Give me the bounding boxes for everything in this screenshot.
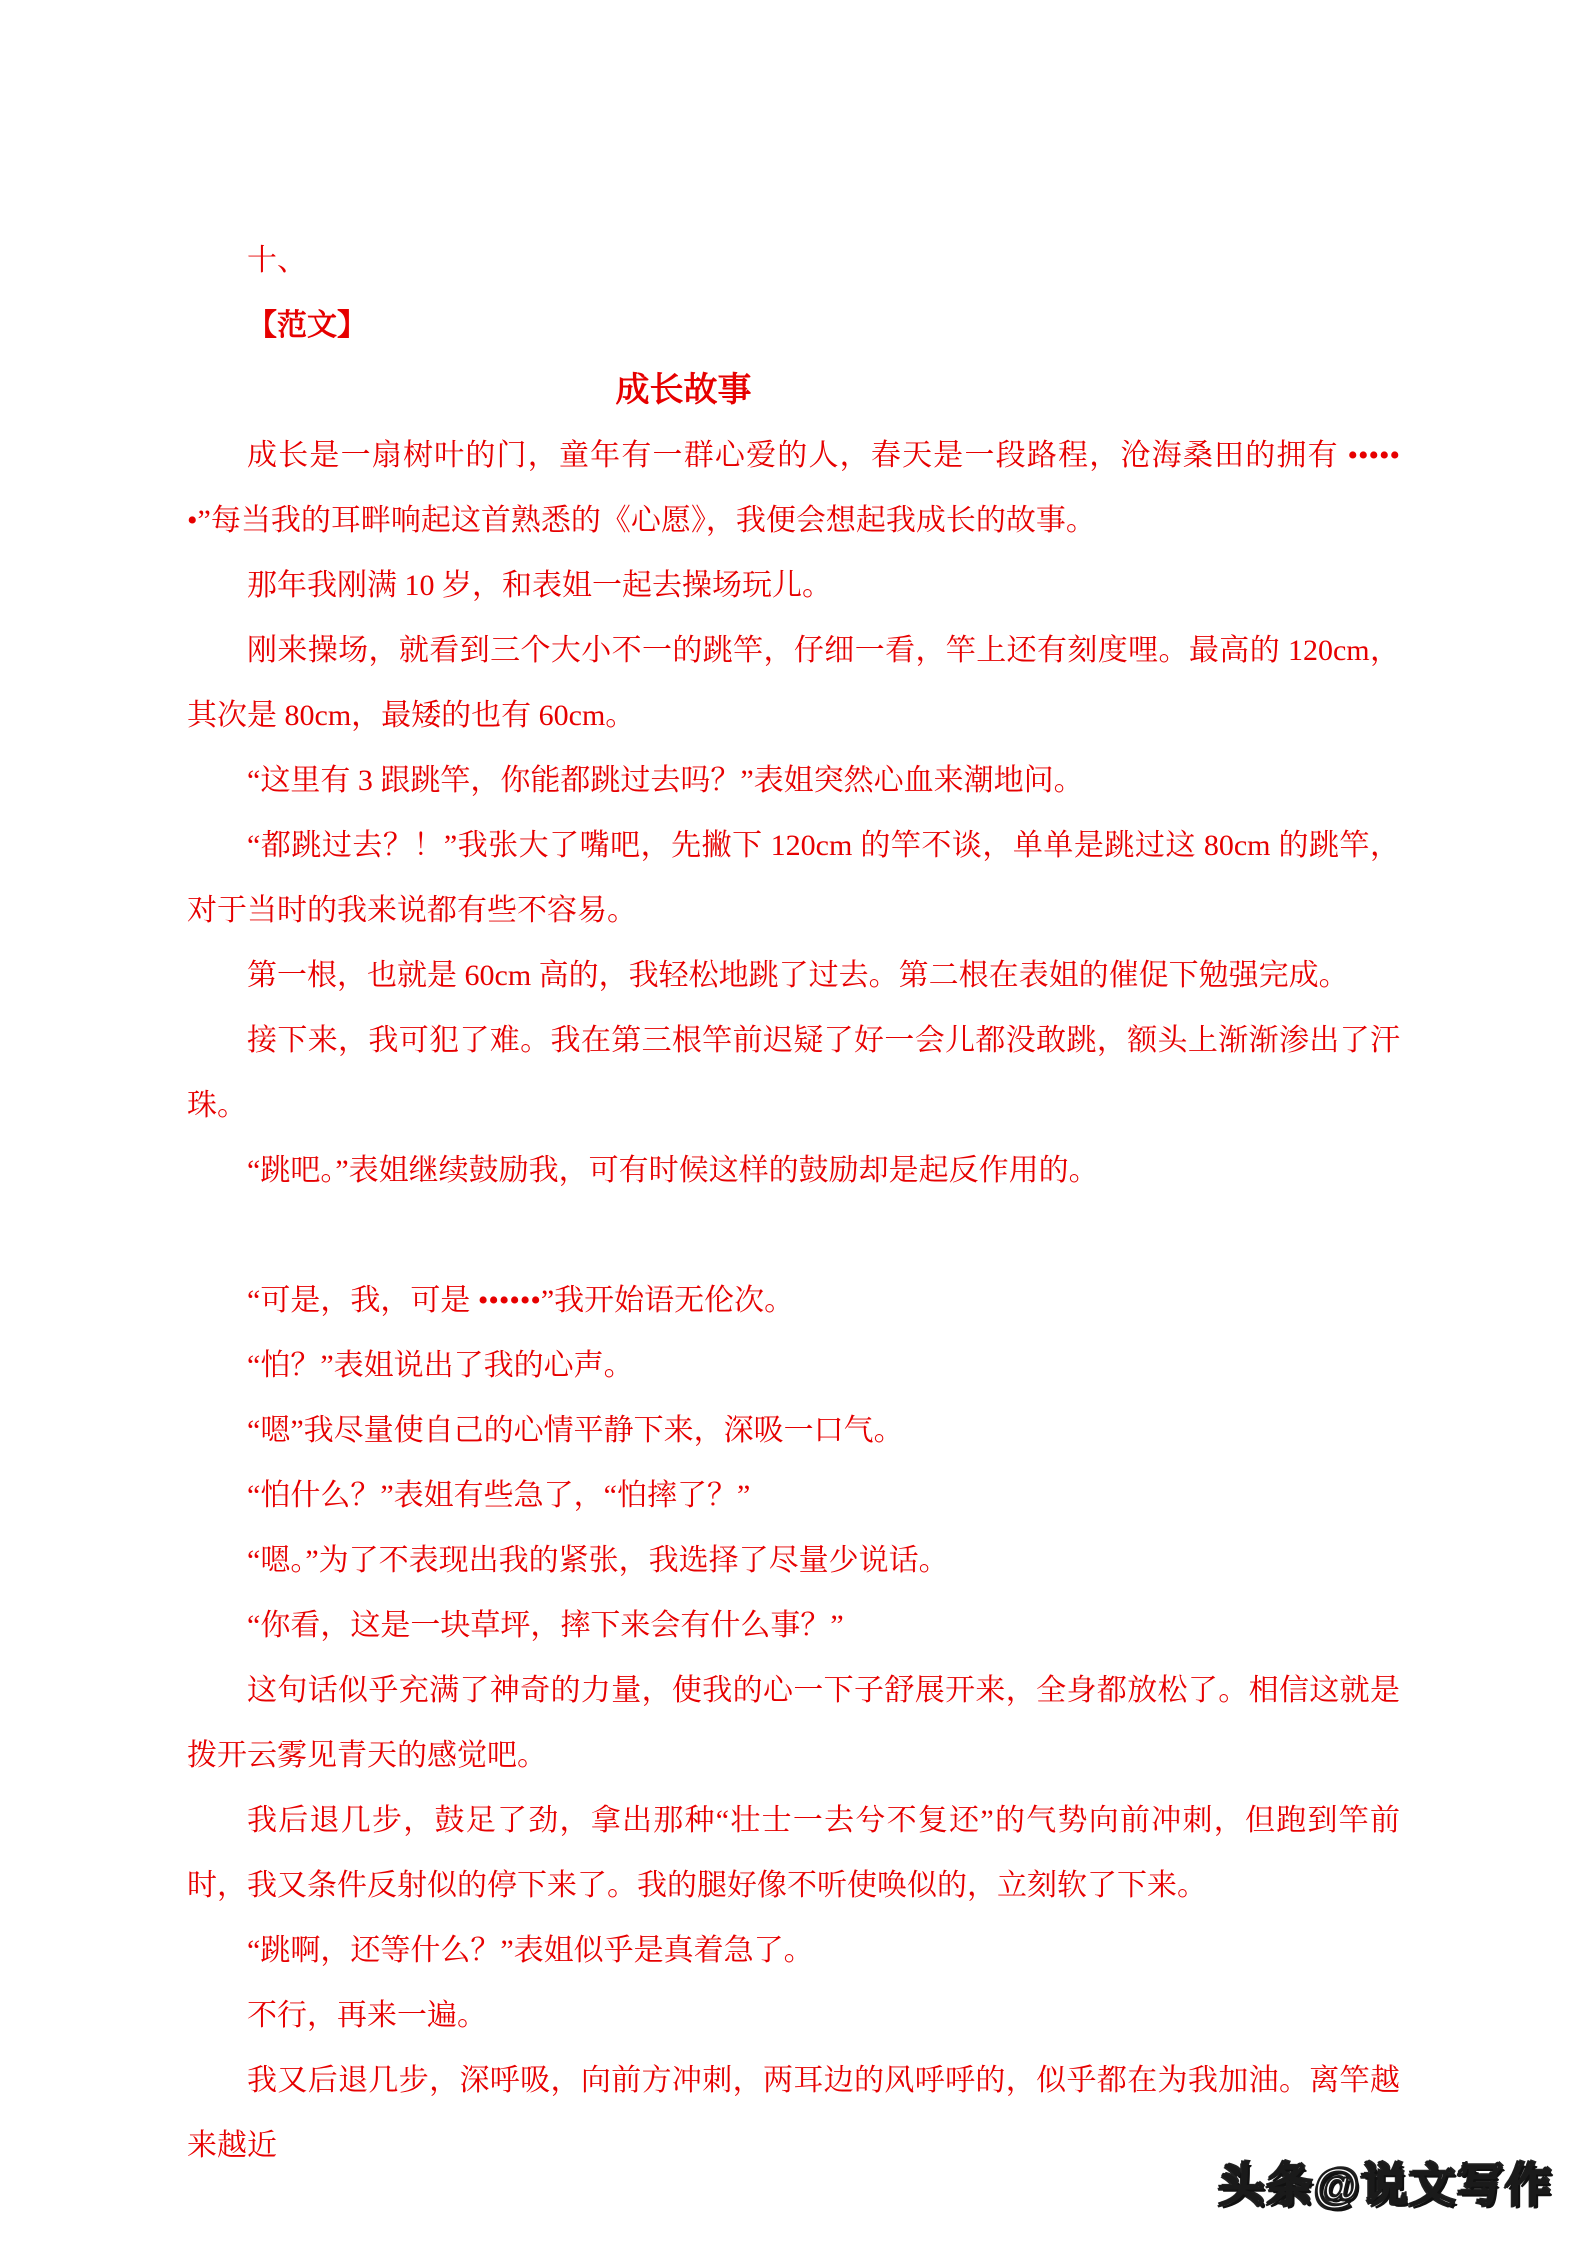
essay-paragraph: “怕？”表姐说出了我的心声。 [247,1349,634,1382]
essay-paragraph: 第一根，也就是 60cm 高的，我轻松地跳了过去。第二根在表姐的催促下勉强完成。 [247,959,1349,992]
essay-paragraph: “嗯”我尽量使自己的心情平静下来，深吸一口气。 [247,1414,904,1447]
section-number: 十、 [247,244,307,277]
essay-text-area [187,228,1400,2178]
blank-line [187,1203,1400,1268]
essay-paragraph: 那年我刚满 10 岁，和表姐一起去操场玩儿。 [247,569,832,602]
essay-paragraph: 我后退几步，鼓足了劲，拿出那种“壮士一去兮不复还”的气势向前冲刺，但跑到竿前时，我又条件反射似的停下来了。我的腿好像不听使唤似的，立刻软了下来。 [187,1804,1400,1902]
essay-paragraph: “嗯。”为了不表现出我的紧张，我选择了尽量少说话。 [247,1544,949,1577]
essay-paragraph: “这里有 3 跟跳竿，你能都跳过去吗？”表姐突然心血来潮地问。 [247,764,1084,797]
essay-body [187,423,1400,2178]
essay-paragraph: “你看，这是一块草坪，摔下来会有什么事？” [247,1609,844,1642]
essay-paragraph: 我又后退几步，深呼吸，向前方冲刺，两耳边的风呼呼的，似乎都在为我加油。离竿越来越近 [187,2064,1400,2162]
essay-title: 成长故事 [615,372,752,409]
essay-paragraph: “跳啊，还等什么？”表姐似乎是真着急了。 [247,1934,814,1967]
essay-paragraph: “怕什么？”表姐有些急了，“怕摔了？” [247,1479,751,1512]
essay-paragraph: 这句话似乎充满了神奇的力量，使我的心一下子舒展开来，全身都放松了。相信这就是拨开云雾见青天的感觉吧。 [187,1674,1400,1772]
essay-paragraph: “跳吧。”表姐继续鼓励我，可有时候这样的鼓励却是起反作用的。 [247,1154,1099,1187]
essay-paragraph: “可是，我，可是 ••••••”我开始语无伦次。 [247,1284,795,1317]
essay-paragraph: 不行，再来一遍。 [247,1999,487,2032]
essay-paragraph: 接下来，我可犯了难。我在第三根竿前迟疑了好一会儿都没敢跳，额头上渐渐渗出了汗珠。 [187,1024,1400,1122]
watermark: 头条@说文写作 [1218,2159,1553,2211]
essay-paragraph: 刚来操场，就看到三个大小不一的跳竿，仔细一看，竿上还有刻度哩。最高的 120cm，其次是 80cm，最矮的也有 60cm。 [187,634,1400,732]
essay-paragraph: 成长是一扇树叶的门，童年有一群心爱的人，春天是一段路程，沧海桑田的拥有 ••••••”每当我的耳畔响起这首熟悉的《心愿》，我便会想起我成长的故事。 [187,439,1400,537]
essay-paragraph: “都跳过去？！”我张大了嘴吧，先撇下 120cm 的竿不谈，单单是跳过这 80cm 的跳竿，对于当时的我来说都有些不容易。 [187,829,1400,927]
section-label: 【范文】 [247,309,367,342]
